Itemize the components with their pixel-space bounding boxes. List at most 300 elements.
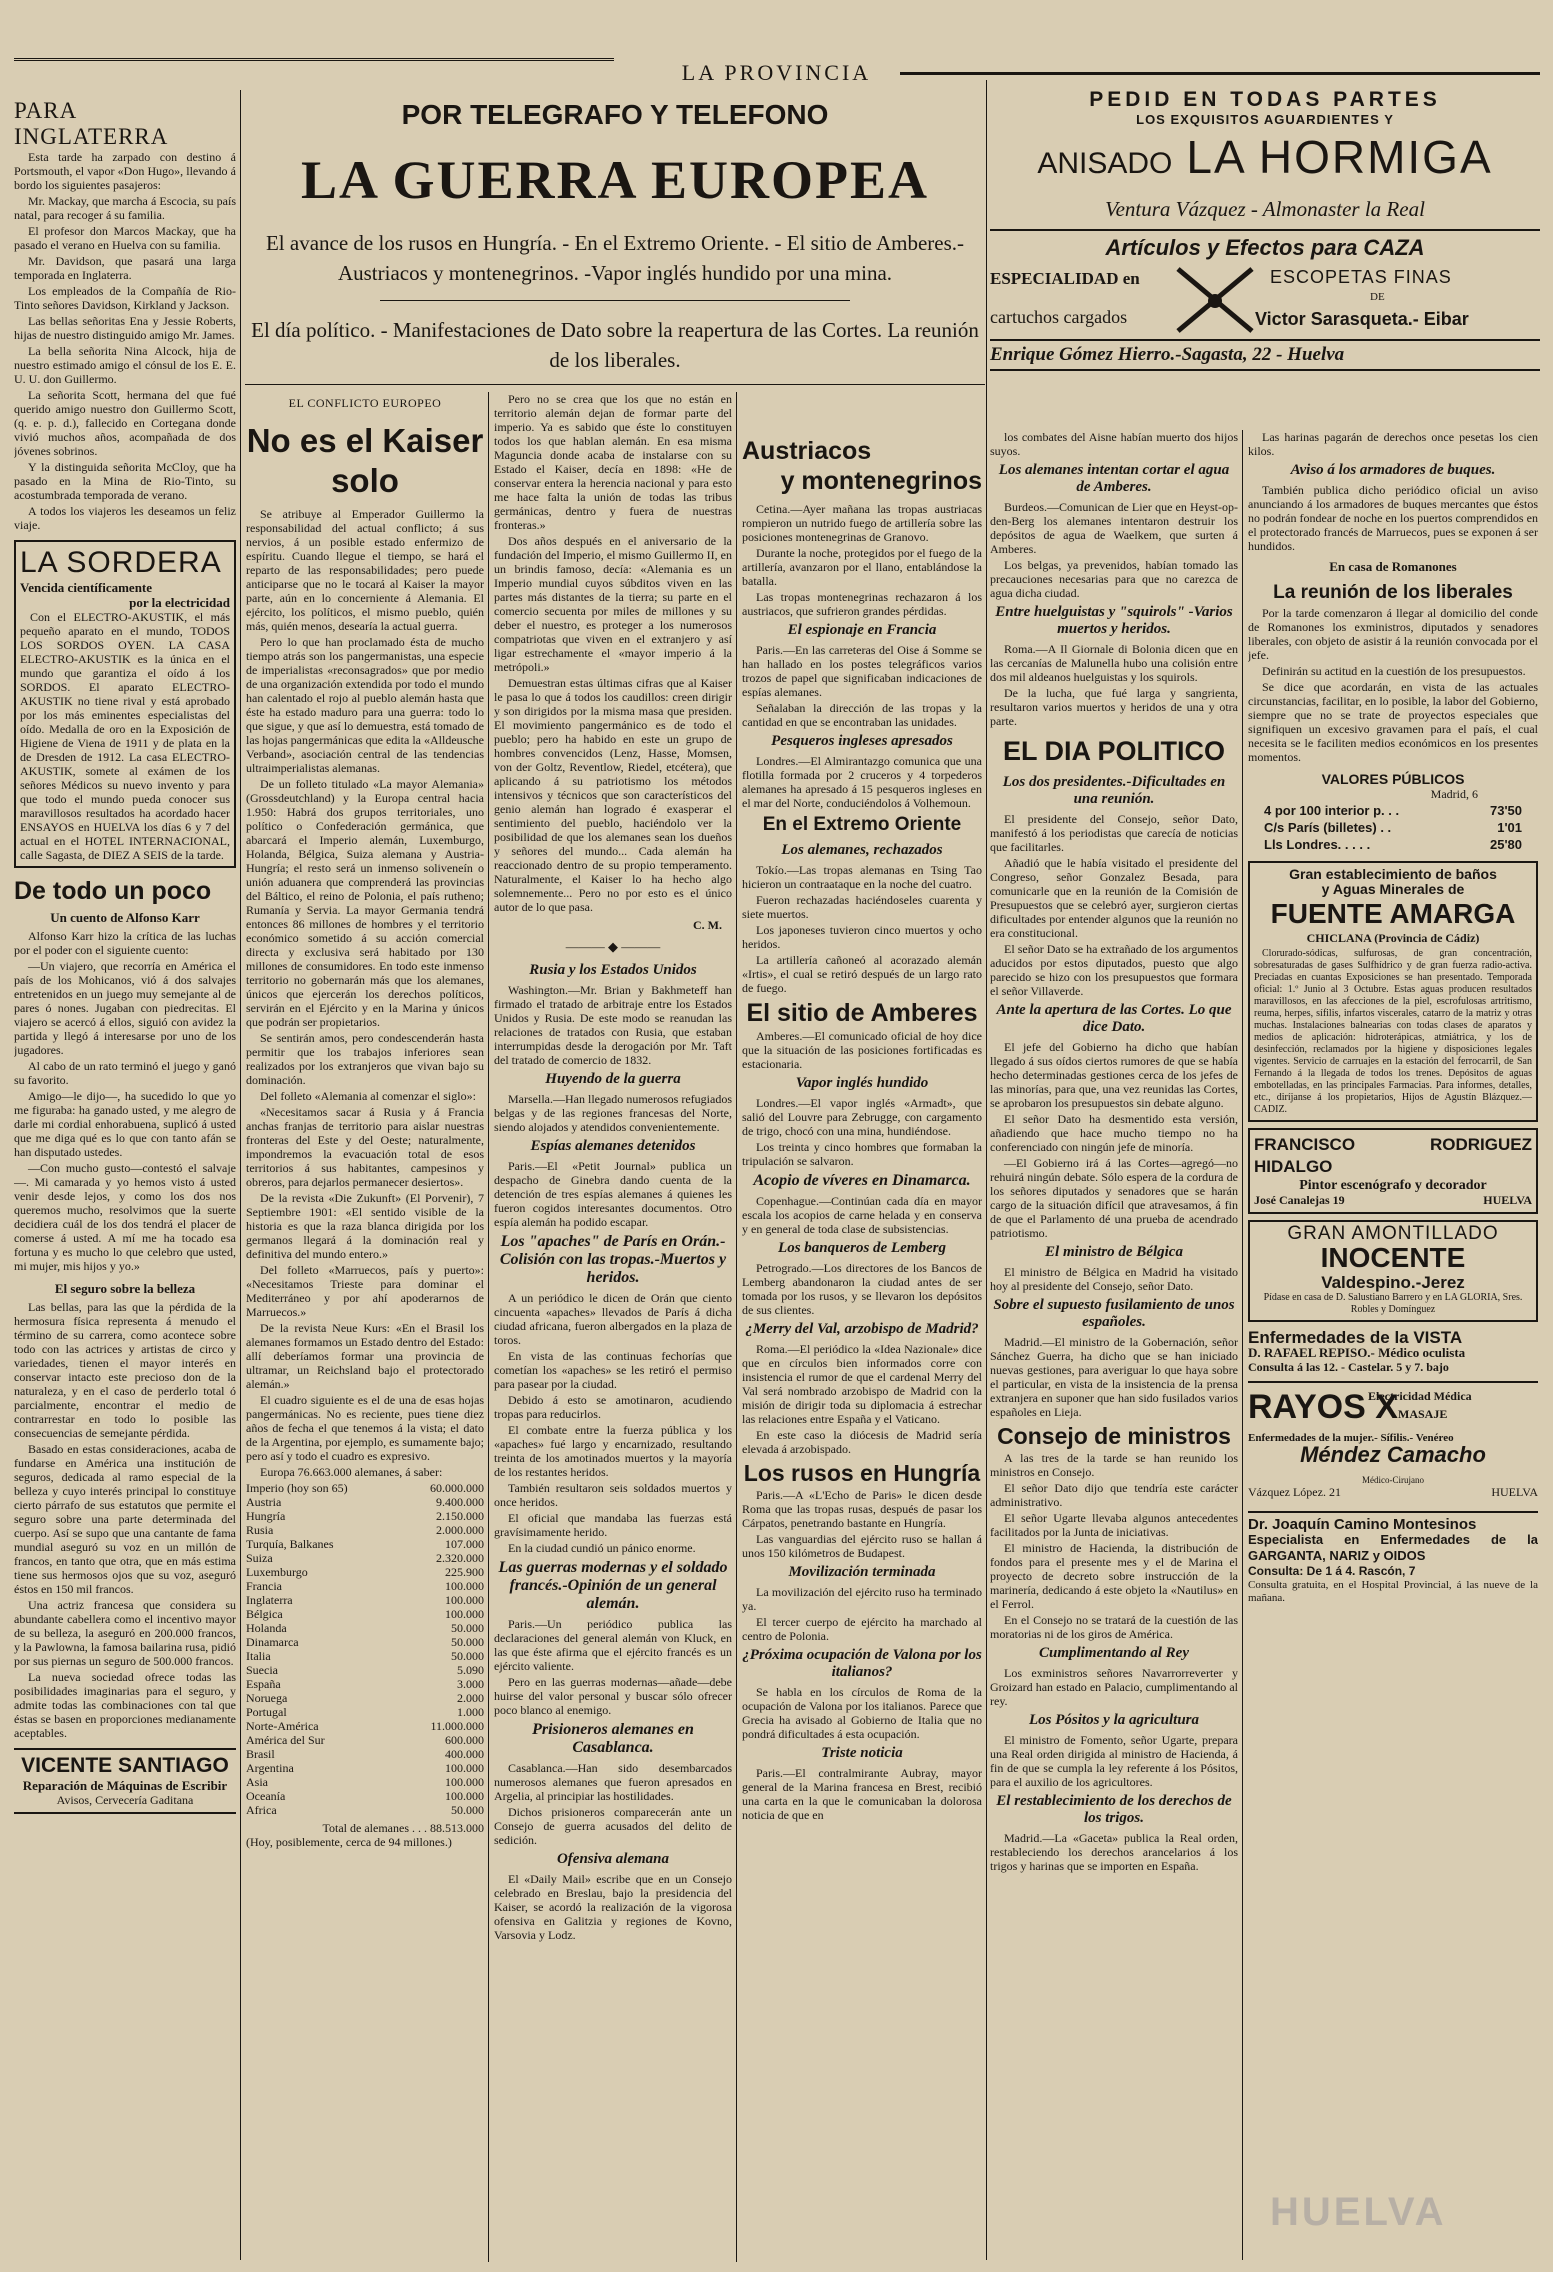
paragraph: Del folleto «Marruecos, país y puerto»: «Necesitamos Trieste para dominar el Mediterráneo y por ahí apoderarnos de Marruecos.» [246,1263,484,1319]
paragraph: Tokío.—Las tropas alemanas en Tsing Tao hicieron un contraataque en la noche del cuatro. [742,863,982,891]
table-row [246,1775,484,1789]
paragraph: Los treinta y cinco hombres que formaban la tripulación se salvaron. [742,1140,982,1168]
country-cell: Noruega [246,1691,288,1705]
paragraph: Fueron rechazadas haciéndoseles cuarenta y siete muertos. [742,893,982,921]
valores-row [1264,819,1522,836]
population-cell: 2.000 [457,1691,484,1705]
paragraph: Europa 76.663.000 alemanes, á saber: [260,1465,443,1479]
liberales-body [1248,606,1538,764]
population-cell: 5.090 [457,1663,484,1677]
population-cell: 2.150.000 [436,1509,484,1523]
paragraph: Y la distinguida señorita McCloy, que ha pasado en la Mina de Rio-Tinto, su acostumbrada temporada de verano. [14,460,236,502]
table-row [246,1579,484,1593]
exquisitos-line: LOS EXQUISITOS AGUARDIENTES Y [1136,112,1394,127]
fuente-text: Clorurado-sódicas, sulfurosas, de gran concentración, sobresaturadas de gases Sulfhídrico y de gran fuerza radio-activa. Preciadas en cuantas Exposiciones se han presentado. Temporada oficial: 1.º Junio al 3 Octubre. Estas aguas producen resultados maravillosos, en las afecciones de la piel, escrofulosas artritismo, reuma, herpes, sífilis, infartos viscerales, catarro de la matriz y otras muchas. Instalaciones balnearias con todas clases de aparatos y medios de aplicación: hidroterápicas, atmiátrica, y los de desinfección, reclamados por la higiene y disposiciones legales vigentes. Servicio de carruajes en la estación del ferrocarril, de San Fernando á la llegada de todos los trenes. Depósitos de aguas embotelladas, en las principales Farmacias. Para informes, detalles, etc., diríjanse á los propietarios, Hijos de Agustín Blázquez.—CADIZ. [1254,948,1532,1115]
paragraph: De un folleto titulado «La mayor Alemania» (Grossdeutchland) y la Europa central hacia 1.950: Habrá dos grupos territoriales, uno político o Confederación germánica, que abarcará el Imperio alemán, Luxemburgo, Holanda, Bélgica, Suiza alemana y Austria-Hungría; el resto será un inmenso soliveneín o unión aduanera que comprenderá las provincias del Báltico, el reino de Polonia, el país rutheno; Rumanía y Servia. La mayor Germania tendrá entonces 86 millones de hombres y el territorio económico sometido á su acción comercial directa y exclusiva será habitado por 130 millones de consumidores. En todo este inmenso territorio no gobernarán más que los alemanes, únicos que ejercerán los derechos políticos, servirán en el Ejército y en la Marina y únicos que podrán ser propietarios. [246,777,484,1029]
prisioneros-body [494,1761,732,1847]
kaiser-title: No es el Kaiser solo [246,422,484,499]
mendez-name: Méndez Camacho [1300,1442,1486,1467]
camino-ad [1248,1511,1538,1605]
country-cell: Argentina [246,1761,294,1775]
guerra-subheadline-1: El avance de los rusos en Hungría. - En el Extremo Oriente. - El sitio de Amberes.- Austriacos y montenegrinos. -Vapor inglés hundido por una mina. [265,231,965,285]
rechazados-title: Los alemanes, rechazados [781,842,943,858]
country-cell: Asia [246,1775,268,1789]
masaje-label: MASAJE [1398,1407,1448,1421]
especialidad-text: ESPECIALIDAD en [990,269,1140,288]
rodriguez-sub: Pintor escenógrafo y decorador [1299,1178,1487,1193]
population-cell: 400.000 [445,1747,484,1761]
espias-text: Paris.—El «Petit Journal» publica un despacho de Ginebra dando cuenta de la detención de tres espías alemanes á quienes les fueron cogidos interesantes documentos. Otro espía alemán ha podido escapar. [494,1159,732,1229]
paragraph: El ministro de Hacienda, la distribución de fondos para el presente mes y el de Marina el proyecto de decreto sobre instrucción de la marinería, dedicando á este objeto la «Nautilus» en el Ferrol. [990,1541,1238,1611]
belgica-text: El ministro de Bélgica en Madrid ha visitado hoy al presidente del Consejo, señor Dato. [990,1265,1238,1293]
population-cell: 100.000 [445,1579,484,1593]
hungria-body [742,1488,982,1560]
paragraph: El señor Dato dijo que tendría este carácter administrativo. [990,1481,1238,1509]
population-cell: 1.000 [457,1705,484,1719]
ad-separator [990,229,1540,231]
pesqueros-text: Londres.—El Almirantazgo comunica que una flotilla formada por 2 cruceros y 4 torpederos alemanes ha apresado á 15 pesqueros ingleses en el mar del Norte, conduciéndolos á Volhemoun. [742,754,982,810]
vista-title: Enfermedades de la VISTA [1248,1328,1463,1347]
armadores-title: Aviso á los armadores de buques. [1290,462,1496,478]
right-ad-block [990,88,1540,418]
paragraph: La nueva sociedad ofrece todas las posibilidades imaginarias para el seguro, y admite todas las combinaciones con tal que éstas se basen en proporciones medianamente aceptables. [14,1670,236,1740]
valona-title: ¿Próxima ocupación de Valona por los italianos? [742,1647,982,1680]
country-cell: Luxemburgo [246,1565,308,1579]
paragraph: El cuadro siguiente es el de una de esas hojas pangermánicas. No es reciente, pues tiene diez años de fecha el que tenemos á la vista; el dato de la Argentina, por ejemplo, es sumamente bajo; pero así y todo el cuadro es expresivo. [246,1393,484,1463]
table-row [246,1537,484,1551]
paragraph: El tercer cuerpo de ejército ha marchado al centro de Polonia. [742,1615,982,1643]
paragraph: El profesor don Marcos Mackay, que ha pasado el verano en Huelva con su familia. [14,224,236,252]
guerra-headline: LA GUERRA EUROPEA [300,150,930,210]
table-row [246,1481,484,1495]
enf-mujer: Enfermedades de la mujer.- Sífilis.- Venéreo [1248,1432,1454,1444]
paragraph: Roma.—A Il Giornale di Bolonia dicen que en las cercanías de Malunella hubo una colisión entre dos mil aldeanos huelguistas y los squirols. [990,642,1238,684]
paragraph: Roma.—El periódico la «Idea Nazionale» dice que en círculos bien informados corre con insistencia el rumor de que el cardenal Merry del Val será nombrado arzobispo de Madrid con la misión de dirigir toda su diplomacia á estrechar las relaciones entre España y el Vaticano. [742,1342,982,1426]
center-column-2 [494,392,732,2262]
hormiga-text: LA HORMIGA [1186,131,1493,183]
population-cell: 100.000 [445,1607,484,1621]
pesqueros-title: Pesqueros ingleses apresados [771,733,953,749]
apertura-title: Ante la apertura de las Cortes. Lo que dice Dato. [996,1002,1232,1035]
paragraph: Por la tarde comenzaron á llegar al domicilio del conde de Romanones los exministros, diputados y senadores liberales, con objeto de asistir á la reunión convocada por el jefe. [1248,606,1538,662]
valores-row [1264,836,1522,853]
country-cell: Austria [246,1495,282,1509]
inglaterra-title: PARA INGLATERRA [14,98,169,149]
paragraph: El señor Ugarte llevaba algunos antecedentes facilitados por la Junta de iniciativas. [990,1511,1238,1539]
banqueros-title: Los banqueros de Lemberg [778,1240,946,1256]
column-divider-2 [488,392,489,2262]
karr-title: Un cuento de Alfonso Karr [50,910,200,925]
vista-doctor: D. RAFAEL REPISO.- Médico oculista [1248,1345,1466,1360]
karr-body [14,929,236,1273]
moviliz-title: Movilización terminada [788,1564,936,1580]
paragraph: Los belgas, ya prevenidos, habían tomado las precauciones necesarias para que no carezca de agua dicha ciudad. [990,558,1238,600]
paragraph: Amigo—le dijo—, ha sucedido lo que yo me figuraba: ha ganado usted, y me alegro de darle mi cordial enhorabuena, suplicó á usted que me diga qué es lo que con tanto afán se han disputado ustedes. [14,1089,236,1159]
kaiser-signature: C. M. [693,918,722,932]
paragraph: —Un viajero, que recorría en América el país de los Mohicanos, vió á dos salvajes entretenidos en un juego muy semejante al de pares ó nones. Jugaban con piedrecitas. El viajero se acercó á ellos, siguió con avidez la partida y llegó á interesarse por uno de los jugadores. [14,959,236,1057]
population-cell: 50.000 [451,1635,484,1649]
positos-title: Los Pósitos y la agricultura [1028,1712,1200,1728]
telegrafo-heading: POR TELEGRAFO Y TELEFONO [401,99,829,130]
paragraph: Señalaban la dirección de las tropas y la cantidad en que se encontraban las unidades. [742,701,982,729]
rodriguez-city: HUELVA [1483,1193,1532,1207]
gomez-line: Enrique Gómez Hierro.-Sagasta, 22 - Huelva [990,344,1345,365]
paragraph: Demuestran estas últimas cifras que al Kaiser le pasa lo que á todos los caudillos: creen dirigir y son dirigidos por la misma masa que presiden. El movimiento pangermánico es de todo el pueblo; pero ha habido en este un grupo de hombres convencidos (Lenz, Hasse, Momsen, von der Goltz, Reventlow, Riedel, etcétera), que aplicando á su patriotismo los métodos intensivos y técnicos que son característicos del genio alemán han logrado é exasperar el sentimiento del pueblo, haciéndolo ver la posibilidad de que los alemanes sean los dueños y señores del mundo... Cada alemán ha reaccionado dentro de su propio temperamento. Naturalmente, el Kaiser lo ha hecho algo solemnemente... Pero no por esto es el único autor de lo que pasa. [494,676,732,914]
paragraph: Madrid.—El ministro de la Gobernación, señor Sánchez Guerra, ha dicho que se han iniciado nuevas gestiones, para averiguar lo que haya sobre el particular, en vista de la insistencia de la prensa extranjera en suponer que han sido fusilados varios españoles en Lieja. [990,1335,1238,1419]
archive-watermark: HUELVA [1270,2190,1447,2234]
population-cell: 50.000 [451,1621,484,1635]
rusia-title: Rusia y los Estados Unidos [529,962,697,978]
paragraph: Pero en las guerras modernas—añade—debe huirse del valor personal y buscar sólo ofrecer poco blanco al enemigo. [494,1675,732,1717]
population-cell: 100.000 [445,1789,484,1803]
paragraph: Esta tarde ha zarpado con destino á Portsmouth, el vapor «Don Hugo», llevando á bordo los siguientes pasajeros: [14,150,236,192]
country-cell: Bélgica [246,1607,283,1621]
rayos-ad [1248,1381,1538,1511]
paragraph: El combate entre la fuerza pública y los «apaches» fué largo y encarnizado, resultando treinta de los amotinados muertos y la mayoría de los restantes heridos. [494,1423,732,1479]
huelguistas-body [990,642,1238,728]
paragraph: De la revista Neue Kurs: «En el Brasil los alemanes formamos un Estado dentro del Estado: allí deberíamos formar una provincia de ultramar, un Reichsland bajo el protectorado alemán.» [246,1321,484,1391]
paragraph: Durante la noche, protegidos por el fuego de la artillería, avanzaron por el llano, entablándose la batalla. [742,546,982,588]
paragraph: En vista de las continuas fechorías que cometían los «apaches» se les retiró el permiso para pasear por la ciudad. [494,1349,732,1391]
huyendo-title: Huyendo de la guerra [545,1071,681,1087]
sordera-sub2: por la electricidad [129,595,230,610]
paragraph: En este caso la diócesis de Madrid sería elevada á arzobispado. [742,1428,982,1456]
de-text: DE [1370,291,1385,303]
table-row [246,1663,484,1677]
paragraph: Pero lo que han proclamado ésta de mucho tiempo atrás son los pangermanistas, una especie de imperialistas «reconsagrados» que por medio de una organización extendida por todo el mundo han calentado el rojo al pueblo alemán hasta que éste ha estado maduro para una guerra: todo lo que sigue, y que así lo demuestra, está tomado de las hojas pangermánicas que edita la «Alldeusche Verband», asociación central de las tendencias ultraimperialistas alemanas. [246,635,484,775]
population-cell: 3.000 [457,1677,484,1691]
center-column-3 [742,392,982,2262]
pop-note: (Hoy, posiblemente, cerca de 94 millones.) [246,1835,452,1849]
armadores-text: También publica dicho periódico oficial un aviso anunciando á los armadores de buques mercantes que éstos no podrán fondear de noche en los puertos comprendidos en el protectorado francés de Marruecos, pues se exponen á ser hundidos. [1248,483,1538,553]
paragraph: Mr. Davidson, que pasará una larga temporada en Inglaterra. [14,254,236,282]
fuente-line-2: y Aguas Minerales de [1321,881,1465,897]
paragraph: Las vanguardias del ejército ruso se hallan á unos 150 kilómetros de Budapest. [742,1532,982,1560]
country-cell: Suiza [246,1551,273,1565]
banqueros-body [742,1261,982,1317]
country-cell: Portugal [246,1705,287,1719]
moviliz-body [742,1585,982,1643]
table-row [246,1551,484,1565]
acopio-text: Copenhague.—Continúan cada día en mayor escala los acopios de carne helada y en conserva y en general de toda clase de subsistencias. [742,1194,982,1236]
paragraph: Pero no se crea que los que no están en territorio alemán dejan de formar parte del imperio. Ya es sabido que éste lo constituyen todos los que hablan alemán. En esa misma Maguncia donde acaba de instalarse con su Estado el Kaiser, decía en 1898: «He de conservar entera la herencia nacional y para esto me hace falta la unión de todas las tribus germánicas, dentro y fuera de nuestras fronteras.» [494,392,732,532]
amontillado-line-3: Valdespino.-Jerez [1321,1273,1465,1292]
valores-value: 73'50 [1489,803,1522,818]
population-cell: 100.000 [445,1593,484,1607]
amberes-title: El sitio de Amberes [746,999,978,1027]
country-cell: Francia [246,1579,282,1593]
consejo-title: Consejo de ministros [997,1423,1231,1449]
table-row [246,1649,484,1663]
right-column-2 [1248,430,1538,2260]
paragraph: Las bellas señoritas Ena y Jessie Roberts, hijas de nuestro distinguido amigo Mr. James. [14,314,236,342]
huyendo-text: Marsella.—Han llegado numerosos refugiados belgas y de las regiones francesas del Norte, siendo alojados y atendidos convenientemente. [494,1092,732,1134]
vista-consulta: Consulta á las 12. - Castelar. 5 y 7. bajo [1248,1360,1449,1374]
population-table [246,1481,484,1817]
paragraph: «Necesitamos sacar á Rusia y á Francia anchas franjas de territorio para aislar nuestras fronteras del Este y del Oeste; naturalmente, impondremos la evacuación total de esos territorios á sus habitantes, campesinos y obreros, para dejarlos permanecer desiertos». [246,1105,484,1189]
table-row [246,1509,484,1523]
paragraph: Alfonso Karr hizo la crítica de las luchas por el poder con el siguiente cuento: [14,929,236,957]
cortar-title: Los alemanes intentan cortar el agua de Amberes. [998,462,1230,495]
country-cell: Holanda [246,1621,287,1635]
caza-title: Artículos y Efectos para CAZA [1105,235,1425,260]
camino-spec: Especialista en Enfermedades de la GARGANTA, NARIZ y OIDOS [1248,1532,1538,1563]
romanones-label: En casa de Romanones [1329,559,1457,574]
paragraph: También resultaron seis soldados muertos y once heridos. [494,1481,732,1509]
paragraph: Dichos prisioneros comparecerán ante un Consejo de guerra acusados del delito de sedición. [494,1805,732,1847]
valores-row [1264,802,1522,819]
rodriguez-address-row [1254,1193,1532,1208]
paragraph: A las tres de la tarde se han reunido los ministros en Consejo. [990,1451,1238,1479]
restab-text: Madrid.—La «Gaceta» publica la Real orden, restableciendo los derechos arancelarios á los trigos y harinas que se importen en España. [990,1831,1238,1873]
santiago-ad [14,1748,236,1814]
column-divider-5 [1242,430,1243,2260]
elec-label: Electricidad Médica [1368,1389,1472,1403]
paragraph: —El Gobierno irá á las Cortes—agregó—no rehuirá ningún debate. Sólo espera de la cordura de los señores diputados y senadores que se harán cargo de la situación difícil que atravesamos, á fin de que el Parlamento dé una prueba de acendrado patriotismo. [990,1156,1238,1240]
table-row [246,1565,484,1579]
prisioneros-title: Prisioneros alemanes en Casablanca. [532,1721,694,1756]
paragraph: El oficial que mandaba las fuerzas está gravísimamente herido. [494,1511,732,1539]
vapor-body [742,1096,982,1168]
table-row [246,1607,484,1621]
espionaje-body [742,643,982,729]
country-cell: Italia [246,1649,271,1663]
table-row [246,1705,484,1719]
paragraph: La señorita Scott, hermana del que fué querido amigo nuestro don Guillermo Scott, (q. e. p. d.), fallecido en Cortegana donde vivió muchos años, acompañada de dos jóvenes sobrinos. [14,388,236,458]
population-cell: 100.000 [445,1775,484,1789]
paragraph: Al cabo de un rato terminó el juego y ganó su favorito. [14,1059,236,1087]
seguro-body [14,1300,236,1740]
population-cell: 11.000.000 [430,1719,484,1733]
valores-value: 1'01 [1497,820,1522,835]
table-row [246,1593,484,1607]
kaiser-body [246,507,484,1479]
table-row [246,1789,484,1803]
country-cell: Rusia [246,1523,274,1537]
paragraph: Los empleados de la Compañía de Rio-Tinto señores Davidson, Kirkland y Jackson. [14,284,236,312]
rodriguez-addr: José Canalejas 19 [1254,1193,1345,1207]
austr-title-1: Austriacos [742,437,872,465]
restab-title: El restablecimiento de los derechos de los trigos. [996,1793,1232,1826]
gomez-rule-bottom [990,369,1540,371]
paragraph: Mr. Mackay, que marcha á Escocia, su país natal, para recoger á su familia. [14,194,236,222]
valores-label: Lls Londres. . . . . [1264,837,1371,852]
paragraph: Las tropas montenegrinas rechazaron á los austriacos, que sufrieron grandes pérdidas. [742,590,982,618]
kaiser-continued [494,392,732,914]
masthead: LA PROVINCIA [681,60,872,85]
paragraph: Basado en estas consideraciones, acaba de fundarse en América una institución de seguros, dedicada al ramo especial de la belleza y cuyo interés principal lo constituye cierto párrafo de sus estatutos que permite el seguro sobre una parte determinada del cuerpo. Así se supo que una cantante de fama mundial aseguró su voz en un millón de francos, en tanto que otra, que en más estima tiene sus hermosos ojos que su voz, aseguró éstos en 150 mil francos. [14,1442,236,1596]
country-cell: América del Sur [246,1733,325,1747]
rodriguez-name: FRANCISCO RODRIGUEZ HIDALGO [1254,1135,1532,1176]
paragraph: La bella señorita Nina Alcock, hija de nuestro estimado amigo el cónsul de los E. E. U. U. don Guillermo. [14,344,236,386]
cortar-body [990,500,1238,600]
seguro-title: El seguro sobre la belleza [54,1281,196,1296]
cartuchos-text: cartuchos cargados [990,307,1128,327]
valores-title: VALORES PÚBLICOS [1321,771,1465,787]
belgica-title: El ministro de Bélgica [1045,1244,1183,1260]
mendez-addr: Vázquez López. 21 [1248,1485,1341,1499]
population-cell: 2.000.000 [436,1523,484,1537]
camino-free: Consulta gratuita, en el Hospital Provincial, á las nueve de la mañana. [1248,1579,1538,1604]
table-row [246,1719,484,1733]
country-cell: Oceanía [246,1789,286,1803]
mendez-city: HUELVA [1491,1485,1538,1499]
sordera-ad [14,540,236,868]
paragraph: En la ciudad cundió un pánico enorme. [508,1541,696,1555]
left-column [14,98,236,2268]
paragraph: Londres.—El vapor inglés «Armadt», que salió del Louvre para Zebrugge, con cargamento de trigo, chocó con una mina, hundiéndose. [742,1096,982,1138]
valores-date: Madrid, 6 [1430,787,1478,801]
huelguistas-title: Entre huelguistas y "squirols" -Varios muertos y heridos. [995,604,1233,637]
fuente-line-1: Gran establecimiento de baños [1289,866,1497,882]
mendez-title: Médico-Cirujano [1362,1475,1424,1485]
population-cell: 100.000 [445,1761,484,1775]
valores-value: 25'80 [1489,837,1522,852]
paragraph: Burdeos.—Comunican de Lier que en Heyst-op-den-Berg los alemanes intentaron destruir los depósitos de agua de Waelkem, que surten á Amberes. [990,500,1238,556]
rayos-title: RAYOS X [1248,1388,1398,1426]
country-cell: Hungría [246,1509,286,1523]
sordera-title: LA SORDERA [20,546,222,579]
country-cell: Norte-América [246,1719,319,1733]
santiago-line2: Avisos, Cervecería Gaditana [56,1793,194,1807]
inglaterra-body [14,150,236,532]
table-row [246,1733,484,1747]
paragraph: Una actriz francesa que considera su abundante cabellera como el incentivo mayor de su belleza, la aseguró en 200.000 francos, y la Pawlowna, la famosa bailarina rusa, pidió por sus piernas un seguro de 500.000 francos. [14,1598,236,1668]
table-row [246,1677,484,1691]
table-row [246,1621,484,1635]
merry-body [742,1342,982,1456]
santiago-line1: Reparación de Máquinas de Escribir [22,1778,228,1793]
fuente-sub: CHICLANA (Provincia de Cádiz) [1306,931,1480,945]
anisado-text: ANISADO [1037,147,1173,180]
amontillado-ad [1248,1220,1538,1322]
fusil-title: Sobre el supuesto fusilamiento de unos españoles. [993,1297,1235,1330]
presidentes-title: Los dos presidentes.-Dificultades en una reunión. [1002,774,1226,807]
country-cell: Imperio (hoy son 65) [246,1481,348,1495]
paragraph: Casablanca.—Han sido desembarcados numerosos alemanes que fueron apresados en Argelia, al principiar las hostilidades. [494,1761,732,1803]
conflicto-label: EL CONFLICTO EUROPEO [288,396,442,410]
paragraph: Se dice que acordarán, en vista de las actuales circunstancias, facilitar, en lo posible, la labor del Gobierno, siempre que no se trate de proyectos especiales que signifiquen un excesivo gravamen para el país, el cual necesita se le faciliten medios económicos en los presentes momentos. [1248,680,1538,764]
country-cell: Africa [246,1803,277,1817]
country-cell: España [246,1677,281,1691]
caza-ad-body [990,261,1540,339]
table-row [246,1747,484,1761]
oriente-title: En el Extremo Oriente [762,814,962,835]
paragraph: Del folleto «Alemania al comenzar el siglo»: [260,1089,476,1103]
merry-title: ¿Merry del Val, arzobispo de Madrid? [745,1321,979,1337]
amontillado-line-4: Pídase en casa de D. Salustiano Barrero y en LA GLORIA, Sres. Robles y Domínguez [1263,1292,1523,1315]
santiago-name: VICENTE SANTIAGO [21,1754,229,1777]
ofensiva-title: Ofensiva alemana [556,1851,670,1867]
population-cell: 60.000.000 [430,1481,484,1495]
population-cell: 225.900 [445,1565,484,1579]
amontillado-line-2: INOCENTE [1320,1242,1466,1273]
paragraph: La movilización del ejército ruso ha terminado ya. [742,1585,982,1613]
pop-total: Total de alemanes . . . 88.513.000 [322,1821,484,1835]
rusia-text: Washington.—Mr. Brian y Bakhmeteff han firmado el tratado de arbitraje entre los Estados Unidos y Rusia. De este modo se reanudan las relaciones de tratados con Rusia, que estaban interrumpidas desde la derogación por Mr. Taft del tratado de comercio de 1832. [494,983,732,1067]
table-row [246,1691,484,1705]
camino-name: Dr. Joaquín Camino Montesinos [1248,1516,1477,1533]
espias-title: Espías alemanes detenidos [530,1138,696,1154]
column-divider-3 [736,392,737,2262]
paragraph: —Con mucho gusto—contestó el salvaje—. Mi camarada y yo hemos visto á usted venir desde lejos, y como los dos nos queremos mucho, resolvimos que la suerte decidiera cuál de los dos tendrá el placer de comerse á usted. A mí me ha tocado esa fortuna y es mucho lo que celebro que usted, mi mujer, mis hijos y yo.» [14,1161,236,1273]
sordera-sub1: Vencida científicamente [20,580,153,595]
presidentes-body [990,812,1238,998]
paragraph: Paris.—Un periódico publica las declaraciones del general alemán von Kluck, en las que éste afirma que el ejército francés es un ejército valiente. [494,1617,732,1673]
ventura-line: Ventura Vázquez - Almonaster la Real [1105,197,1425,221]
valores-label: C/s París (billetes) . . [1264,820,1392,835]
hormiga-brand [990,129,1540,197]
paragraph: Cetina.—Ayer mañana las tropas austriacas rompieron un nutrido fuego de artillería sobre las posiciones montenegrinas de Granovo. [742,502,982,544]
espionaje-title: El espionaje en Francia [787,622,937,638]
apaches-title: Los "apaches" de París en Orán.-Colisión con las tropas.-Muertos y heridos. [499,1233,727,1286]
population-cell: 2.320.000 [436,1551,484,1565]
country-cell: Dinamarca [246,1635,299,1649]
subheadline-divider [380,300,850,301]
liberales-title: La reunión de los liberales [1273,582,1513,603]
table-row [246,1803,484,1817]
camino-consulta: Consulta: De 1 á 4. Rascón, 7 [1248,1564,1416,1578]
paragraph: Debido á esto se amotinaron, acudiendo tropas para reducirlos. [494,1393,732,1421]
vapor-title: Vapor inglés hundido [795,1075,929,1091]
paragraph: Las bellas, para las que la pérdida de la hermosura física representa á menudo el término de su carrera, como acontece sobre todo con las actrices y artistas de circo y variedades, tienen el mayor interés en conservar intacto este precioso don de la naturaleza, y en el caso de perderlo total ó parcialmente, encontrar el medio de contrarrestar en todo lo posible las consecuencias de semejante pérdida. [14,1300,236,1440]
paragraph: Se sentirán amos, pero condescenderán hasta permitir que los trabajos inferiores sean realizados por los extranjeros que vivan bajo su dominación. [246,1031,484,1087]
paragraph: Paris.—A «L'Echo de Paris» le dicen desde Roma que las tropas rusas, después de pasar los Cárpatos, penetrando bastante en Hungría. [742,1488,982,1530]
masthead-rule-right [900,72,1540,75]
vista-ad [1248,1330,1538,1375]
fuente-name: FUENTE AMARGA [1270,898,1516,929]
paragraph: A un periódico le dicen de Orán que ciento cincuenta «apaches» llevados de París á dicha ciudad africana, fueron albergados en la plaza de toros. [494,1291,732,1347]
positos-text: El ministro de Fomento, señor Ugarte, prepara una Real orden dirigida al ministro de Hacienda, á fin de que se cumpla la ley referente á los Pósitos, para el auxilio de los agricultores. [990,1733,1238,1789]
country-cell: Inglaterra [246,1593,293,1607]
headline-bottom-rule [245,384,985,385]
column-divider-1 [240,90,241,2260]
guerras-title: Las guerras modernas y el soldado francés.-Opinión de un general alemán. [498,1559,728,1612]
population-cell: 600.000 [445,1733,484,1747]
population-cell: 9.400.000 [436,1495,484,1509]
table-row [246,1495,484,1509]
sordera-text: Con el ELECTRO-AKUSTIK, el más pequeño aparato en el mundo, TODOS LOS SORDOS OYEN. LA CASA ELECTRO-AKUSTIK es la única en el mundo que garantiza el oído á los SORDOS. El aparato ELECTRO-AKUSTIK no tiene rival y está aprobado por los más eminentes especialistas del oído. Medalla de oro en la Exposición de Higiene de Viena de 1911 y de plata en la de Dresden de 1912. La casa ELECTRO-AKUSTIK, somete al exámen de los señores Médicos su nuevo invento y para que todo el mundo pueda conocer sus maravillosos resultados ha acordado hacer ENSAYOS en HUELVA los días 6 y 7 del actual en el HOTEL INTERNACIONAL, calle Sagasta, de DIEZ A SEIS de la tarde. [20,610,230,862]
valona-text: Se habla en los círculos de Roma de la ocupación de Valona por los italianos. Parece que Grecia ha avisado al Gobierno de Italia que no pondrá dificultades á esta ocupación. [742,1685,982,1741]
rey-text: Los exministros señores Navarrorreverter y Groizard han estado en Palacio, cumplimentando al rey. [990,1666,1238,1708]
paragraph: Definirán su actitud en la cuestión de los presupuestos. [1262,664,1526,678]
poco-title: De todo un poco [14,877,212,905]
table-row [246,1761,484,1775]
crossed-rifles-icon [1170,261,1260,337]
table-row [246,1523,484,1537]
paragraph: En el Consejo no se tratará de la cuestión de las moratorias ni de los giros de América. [990,1613,1238,1641]
population-cell: 50.000 [451,1803,484,1817]
austr-title-2: y montenegrinos [780,467,982,495]
paragraph: Añadió que le había visitado el presidente del Congreso, señor Gonzalez Besada, para comunicarle que en la reunión de la Comisión de Presupuestos que se celebró ayer, surgieron ciertas dificultades por entender algunos que la reunión no era constitucional. [990,856,1238,940]
country-cell: Turquía, Balkanes [246,1537,334,1551]
center-column-1 [246,392,484,2172]
triste-text: Paris.—El contralmirante Aubray, mayor general de la Marina francesa en Brest, recibió una carta en la que le comunicaban la dolorosa noticia de que en [742,1766,982,1822]
paragraph: De la revista «Die Zukunft» (El Porvenir), 7 Septiembre 1901: «El sentido visible de la historia es que la raza blanca dirigida por los germanos llegará á la dominación real y definitiva del mundo entero.» [246,1191,484,1261]
paragraph: De la lucha, que fué larga y sangrienta, resultaron varios muertos y heridos de una y otra parte. [990,686,1238,728]
fuente-amarga-ad [1248,861,1538,1122]
apaches-body [494,1291,732,1555]
paragraph: El jefe del Gobierno ha dicho que habían llegado á sus oídos ciertos rumores de que se había hecho determinadas gestiones cerca de los jefes de las minorías, para que, una vez reunidas las Cortes, se aprobaron los presupuestos sin debate alguno. [990,1040,1238,1110]
paragraph: Los japoneses tuvieron cinco muertos y ocho heridos. [742,923,982,951]
paragraph: A todos los viajeros les deseamos un feliz viaje. [14,504,236,532]
table-row [246,1635,484,1649]
guerra-subheadline-2: El día político. - Manifestaciones de Dato sobre la reapertura de las Cortes. La reunión de los liberales. [251,318,979,372]
country-cell: Brasil [246,1747,275,1761]
paragraph: Paris.—En las carreteras del Oise á Somme se han hallado en los postes telegráficos varios trozos de papel que significaban indicaciones de espías alemanes. [742,643,982,699]
valores-label: 4 por 100 interior p. . . [1264,803,1400,818]
politico-title: EL DIA POLITICO [1002,736,1225,766]
